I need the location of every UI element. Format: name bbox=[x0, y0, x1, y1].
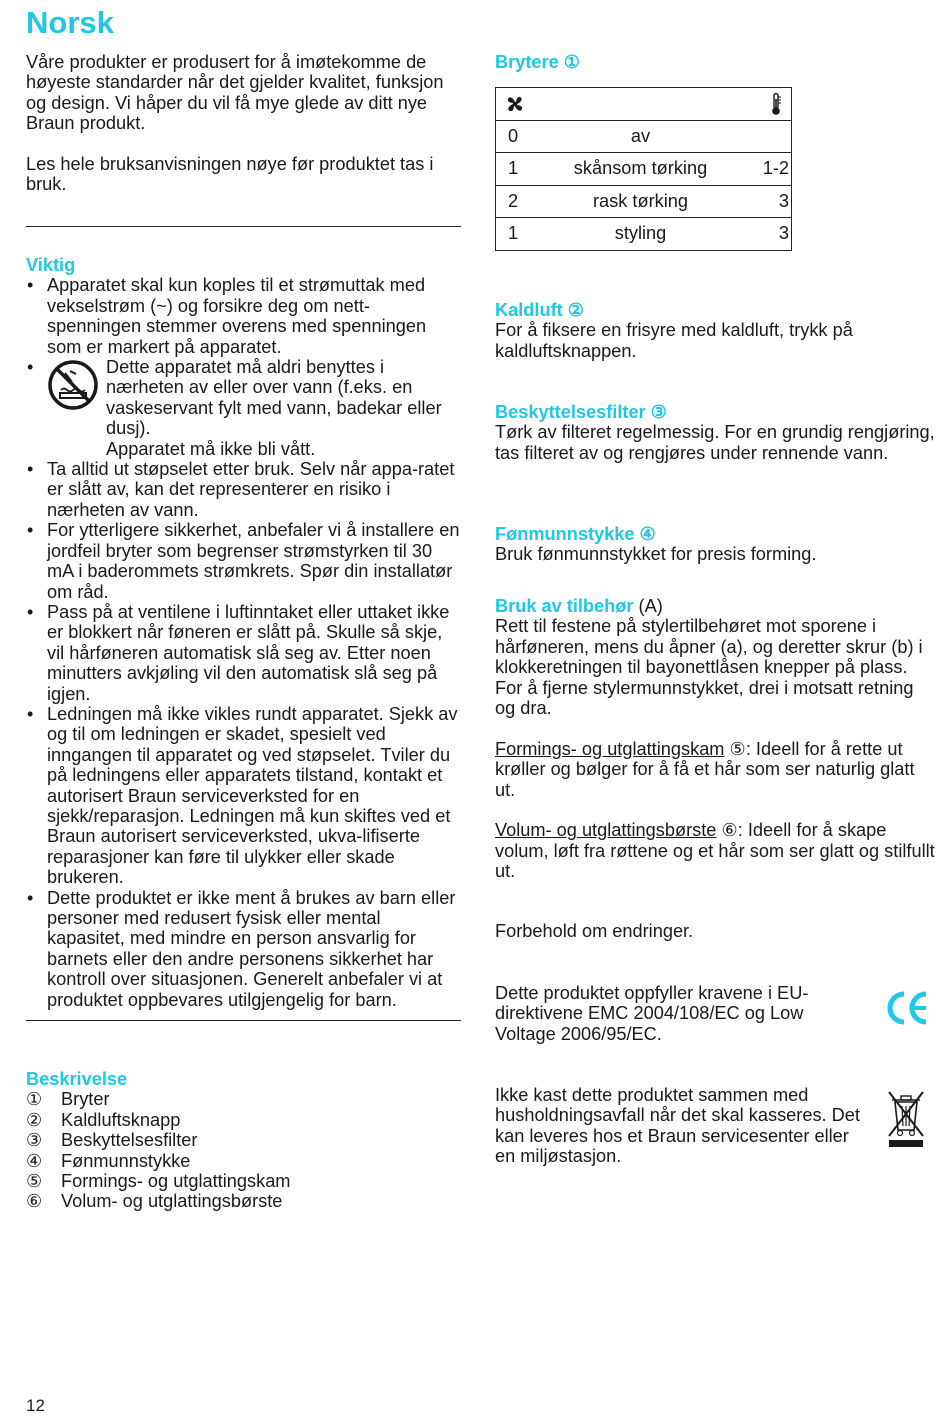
list-item-water-warning bbox=[26, 357, 462, 459]
list-item: • Apparatet skal kun koples til et strømuttak med vekselstrøm (~) og forsikre deg om nett-spenningen stemmer overens med spenningen som er markert på apparatet. bbox=[26, 275, 462, 357]
list-item: • Pass på at ventilene i luftinntaket eller uttaket ikke er blokkert når føneren er slått på. Skulle så skje, vil hårføneren automatisk slå seg av. Etter noen minutters avkjøling vil den automatisk slå seg på igjen. bbox=[26, 602, 462, 704]
borste-label: Volum- og utglattingsbørste bbox=[495, 820, 717, 841]
fan-icon bbox=[504, 93, 526, 115]
page-number: 12 bbox=[26, 1396, 45, 1415]
crossed-bin-icon bbox=[886, 1088, 926, 1148]
list-item: ② Kaldluftsknapp bbox=[26, 1109, 181, 1130]
parts-list bbox=[26, 1089, 462, 1211]
ce-mark-icon bbox=[884, 988, 930, 1028]
list-item: ③ Beskyttelsesfilter bbox=[26, 1130, 198, 1151]
filter-heading: Beskyttelsesfilter ③ bbox=[495, 402, 667, 422]
switch-settings-table bbox=[495, 87, 792, 251]
kam-paragraph: Formings- og utglattingskam ⑤: Ideell for å rette ut krøller og bølger for å få et hår som ser naturlig glatt ut. bbox=[495, 738, 915, 800]
water-warning-text: Dette apparatet må aldri benyttes i nærheten av eller over vann (f.eks. en vaskeservant fylt med vann, badekar eller dusj). bbox=[106, 357, 442, 439]
list-item: • Ta alltid ut støpselet etter bruk. Selv når appa-ratet er slått av, kan det representerer en risiko i nærheten av vann. bbox=[26, 459, 462, 520]
tilbehor-heading: Bruk av tilbehør (A) bbox=[495, 596, 663, 616]
table-row: 1 styling 3 bbox=[496, 218, 792, 251]
table-row: 1 skånsom tørking 1-2 bbox=[496, 153, 792, 186]
tilbehor-section bbox=[495, 596, 935, 882]
viktig-heading: Viktig bbox=[26, 255, 76, 275]
viktig-section bbox=[26, 255, 462, 1010]
forbehold-text: Forbehold om endringer. bbox=[495, 921, 694, 941]
kaldluft-section bbox=[495, 300, 935, 361]
list-item: • For ytterligere sikkerhet, anbefaler vi å installere en jordfeil bryter som begrenser strømstyrken til 30 mA i baderommets strømkrets. Spør din installatør om råd. bbox=[26, 520, 462, 602]
list-item: ① Bryter bbox=[26, 1089, 110, 1110]
list-item: ⑥ Volum- og utglattingsbørste bbox=[26, 1191, 283, 1212]
viktig-list bbox=[26, 275, 462, 1010]
disposal-text: Ikke kast dette produktet sammen med husholdningsavfall når det skal kasseres. Det kan leveres hos et Braun servicesenter eller en miljøstasjon. bbox=[495, 1085, 860, 1167]
list-item: • Ledningen må ikke vikles rundt apparatet. Sjekk av og til om ledningen er skadet, spesielt ved inngangen til apparatet og ved støpselet. Tviler du på ledningens eller apparatets tilstand, kontakt et autorisert Braun serviceverksted for en sjekk/reparasjon. Ledningen må kun skiftes ved et Braun autorisert serviceverksted, ukva-lifiserte reparasjoner kan føre til ulykker eller skade brukeren. bbox=[26, 704, 462, 888]
divider bbox=[26, 226, 461, 227]
divider bbox=[26, 1020, 461, 1021]
nozzle-section bbox=[495, 524, 935, 565]
kaldluft-heading: Kaldluft ② bbox=[495, 300, 585, 320]
no-water-warning-icon bbox=[47, 359, 99, 411]
list-item: ⑤ Formings- og utglattingskam bbox=[26, 1171, 291, 1192]
tilbehor-text: Rett til festene på stylertilbehøret mot sporene i hårføneren, mens du åpner (a), og deretter skrur (b) i klokkeretningen til bayonettlåsen knepper på plass. For å fjerne stylermunnstykket, drei i motsatt retning og dra. bbox=[495, 616, 923, 719]
table-row: 0 av bbox=[496, 120, 792, 153]
table-row: 2 rask tørking 3 bbox=[496, 185, 792, 218]
kam-label: Formings- og utglattingskam bbox=[495, 738, 725, 759]
compliance-text: Dette produktet oppfyller kravene i EU-direktivene EMC 2004/108/EC og Low Voltage 2006/95/EC. bbox=[495, 983, 809, 1044]
filter-text: Tørk av filteret regelmessig. For en grundig rengjøring, tas filteret av og rengjøres under rennende vann. bbox=[495, 422, 935, 463]
kaldluft-text: For å fiksere en frisyre med kaldluft, trykk på kaldluftsknappen. bbox=[495, 320, 853, 361]
intro-paragraph-2: Les hele bruksanvisningen nøye før produktet tas i bruk. bbox=[26, 154, 434, 195]
beskrivelse-heading: Beskrivelse bbox=[26, 1069, 128, 1089]
intro-paragraph-1: Våre produkter er produsert for å imøtekomme de høyeste standarder når det gjelder kvalitet, funksjon og design. Vi håper du vil få mye glede av ditt nye Braun produkt. bbox=[26, 52, 444, 134]
nozzle-heading: Fønmunnstykke ④ bbox=[495, 524, 656, 544]
nozzle-text: Bruk fønmunnstykket for presis forming. bbox=[495, 544, 817, 565]
thermometer-icon bbox=[769, 92, 783, 116]
page-title: Norsk bbox=[26, 5, 114, 40]
brytere-heading: Brytere ① bbox=[495, 52, 581, 72]
filter-section bbox=[495, 402, 935, 463]
list-item: • Dette produktet er ikke ment å brukes av barn eller personer med redusert fysisk eller mental kapasitet, med mindre en person ansvarlig for barnets eller den andre personens sikkerhet har kontroll over situasjonen. Generelt anbefaler vi at produktet oppbevares utilgjengelig for barn. bbox=[26, 888, 462, 1010]
water-note: Apparatet må ikke bli vått. bbox=[106, 438, 316, 459]
list-item: ④ Fønmunnstykke bbox=[26, 1150, 191, 1171]
beskrivelse-section bbox=[26, 1069, 462, 1212]
borste-paragraph: Volum- og utglattingsbørste ⑥: Ideell for å skape volum, løft fra røttene og et hår som ser glatt og stilfullt ut. bbox=[495, 820, 935, 882]
table-header-row bbox=[496, 88, 792, 121]
